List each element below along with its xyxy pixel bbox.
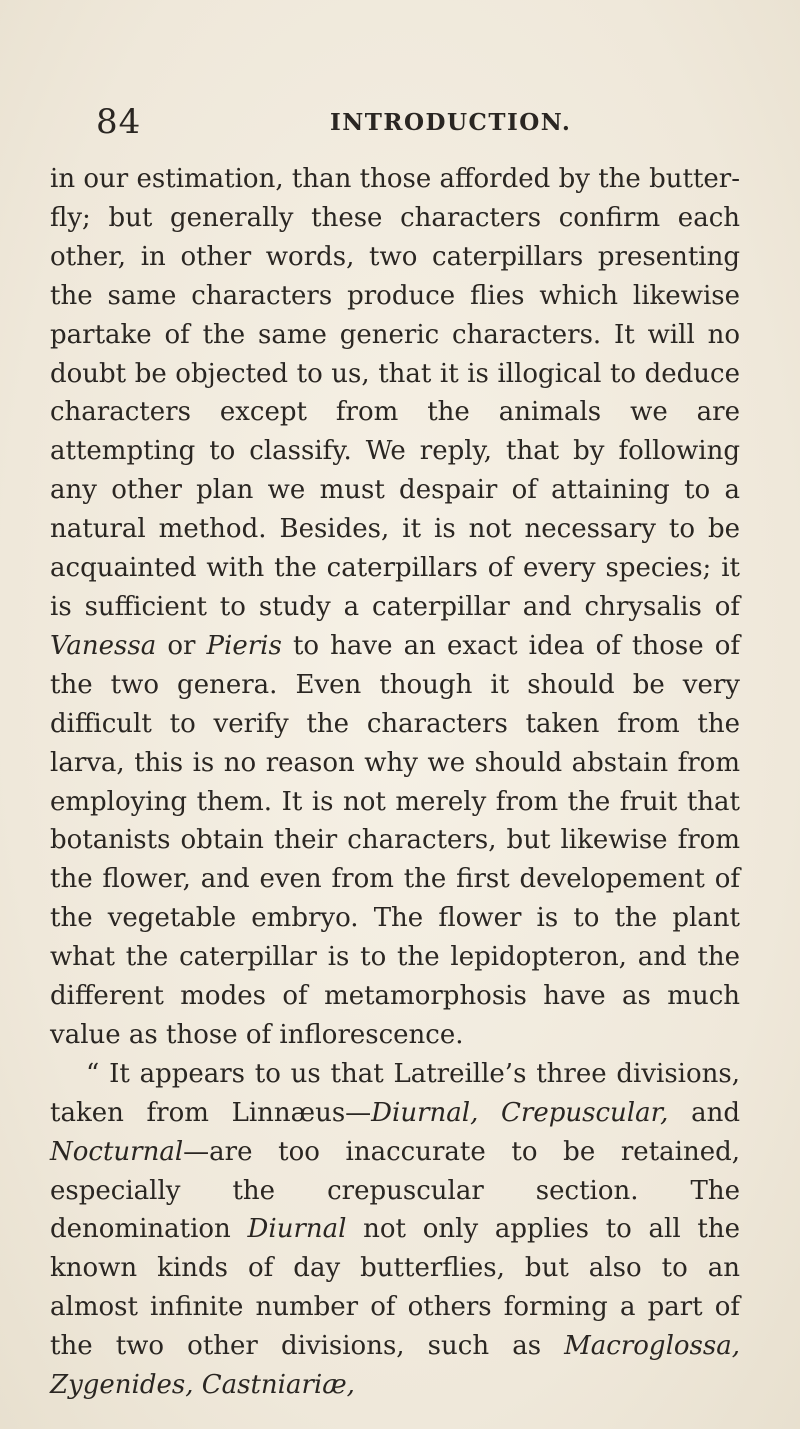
paragraph-1-text-1: in our estimation, than those afforded by the butter-fly; but generally these characters confirm each other, in other words, two caterpillars presenting the same characters produce flies which likewise partake of the same generic characters. It will no doubt be objected to us, that it is illogical to deduce characters except from the animals we are attempting to classify. We reply, that by following any other plan we must despair of attaining to a natural method. Besides, it is not necessary to be acquainted with the caterpillars of every species; it is sufficient to study a caterpillar and chrysalis of: [50, 164, 740, 622]
genus-pieris: Pieris: [206, 630, 282, 661]
body-text: [50, 160, 740, 1405]
paragraph-1-text-2: or: [156, 630, 207, 661]
running-title: INTRODUCTION.: [330, 109, 572, 136]
genus-vanessa: Vanessa: [50, 630, 157, 661]
paragraph-2-text-4: not only applies to all the known kinds of day butterflies, but also to an almost infinite number of others forming a part of the two other divisions, such as: [50, 1214, 740, 1362]
paragraph-2: [50, 1055, 740, 1405]
paragraph-2-text-2: and: [668, 1097, 740, 1128]
division-nocturnal: Nocturnal: [50, 1136, 184, 1167]
division-diurnal-crepuscular: Diurnal, Crepuscular,: [371, 1097, 669, 1128]
running-head: [96, 102, 756, 142]
paragraph-1: [50, 160, 740, 1055]
genera-list: Macroglossa, Zygenides, Castniariæ,: [50, 1331, 740, 1401]
page-number: 84: [96, 102, 142, 142]
term-diurnal: Diurnal: [247, 1214, 347, 1245]
paragraph-2-text-3: —are too inaccurate to be retained, especially the crepuscular section. The denomination: [50, 1136, 740, 1245]
paragraph-2-text-1: “ It appears to us that Latreille’s three divisions, taken from Linnæus—: [50, 1058, 740, 1128]
paragraph-1-text-3: to have an exact idea of those of the two genera. Even though it should be very difficult to verify the characters taken from the larva, this is no reason why we should abstain from employing them. It is not merely from the fruit that botanists obtain their characters, but likewise from the flower, and even from the first developement of the vegetable embryo. The flower is to the plant what the caterpillar is to the lepidopteron, and the different modes of metamorphosis have as much value as those of inflorescence.: [50, 630, 740, 1050]
